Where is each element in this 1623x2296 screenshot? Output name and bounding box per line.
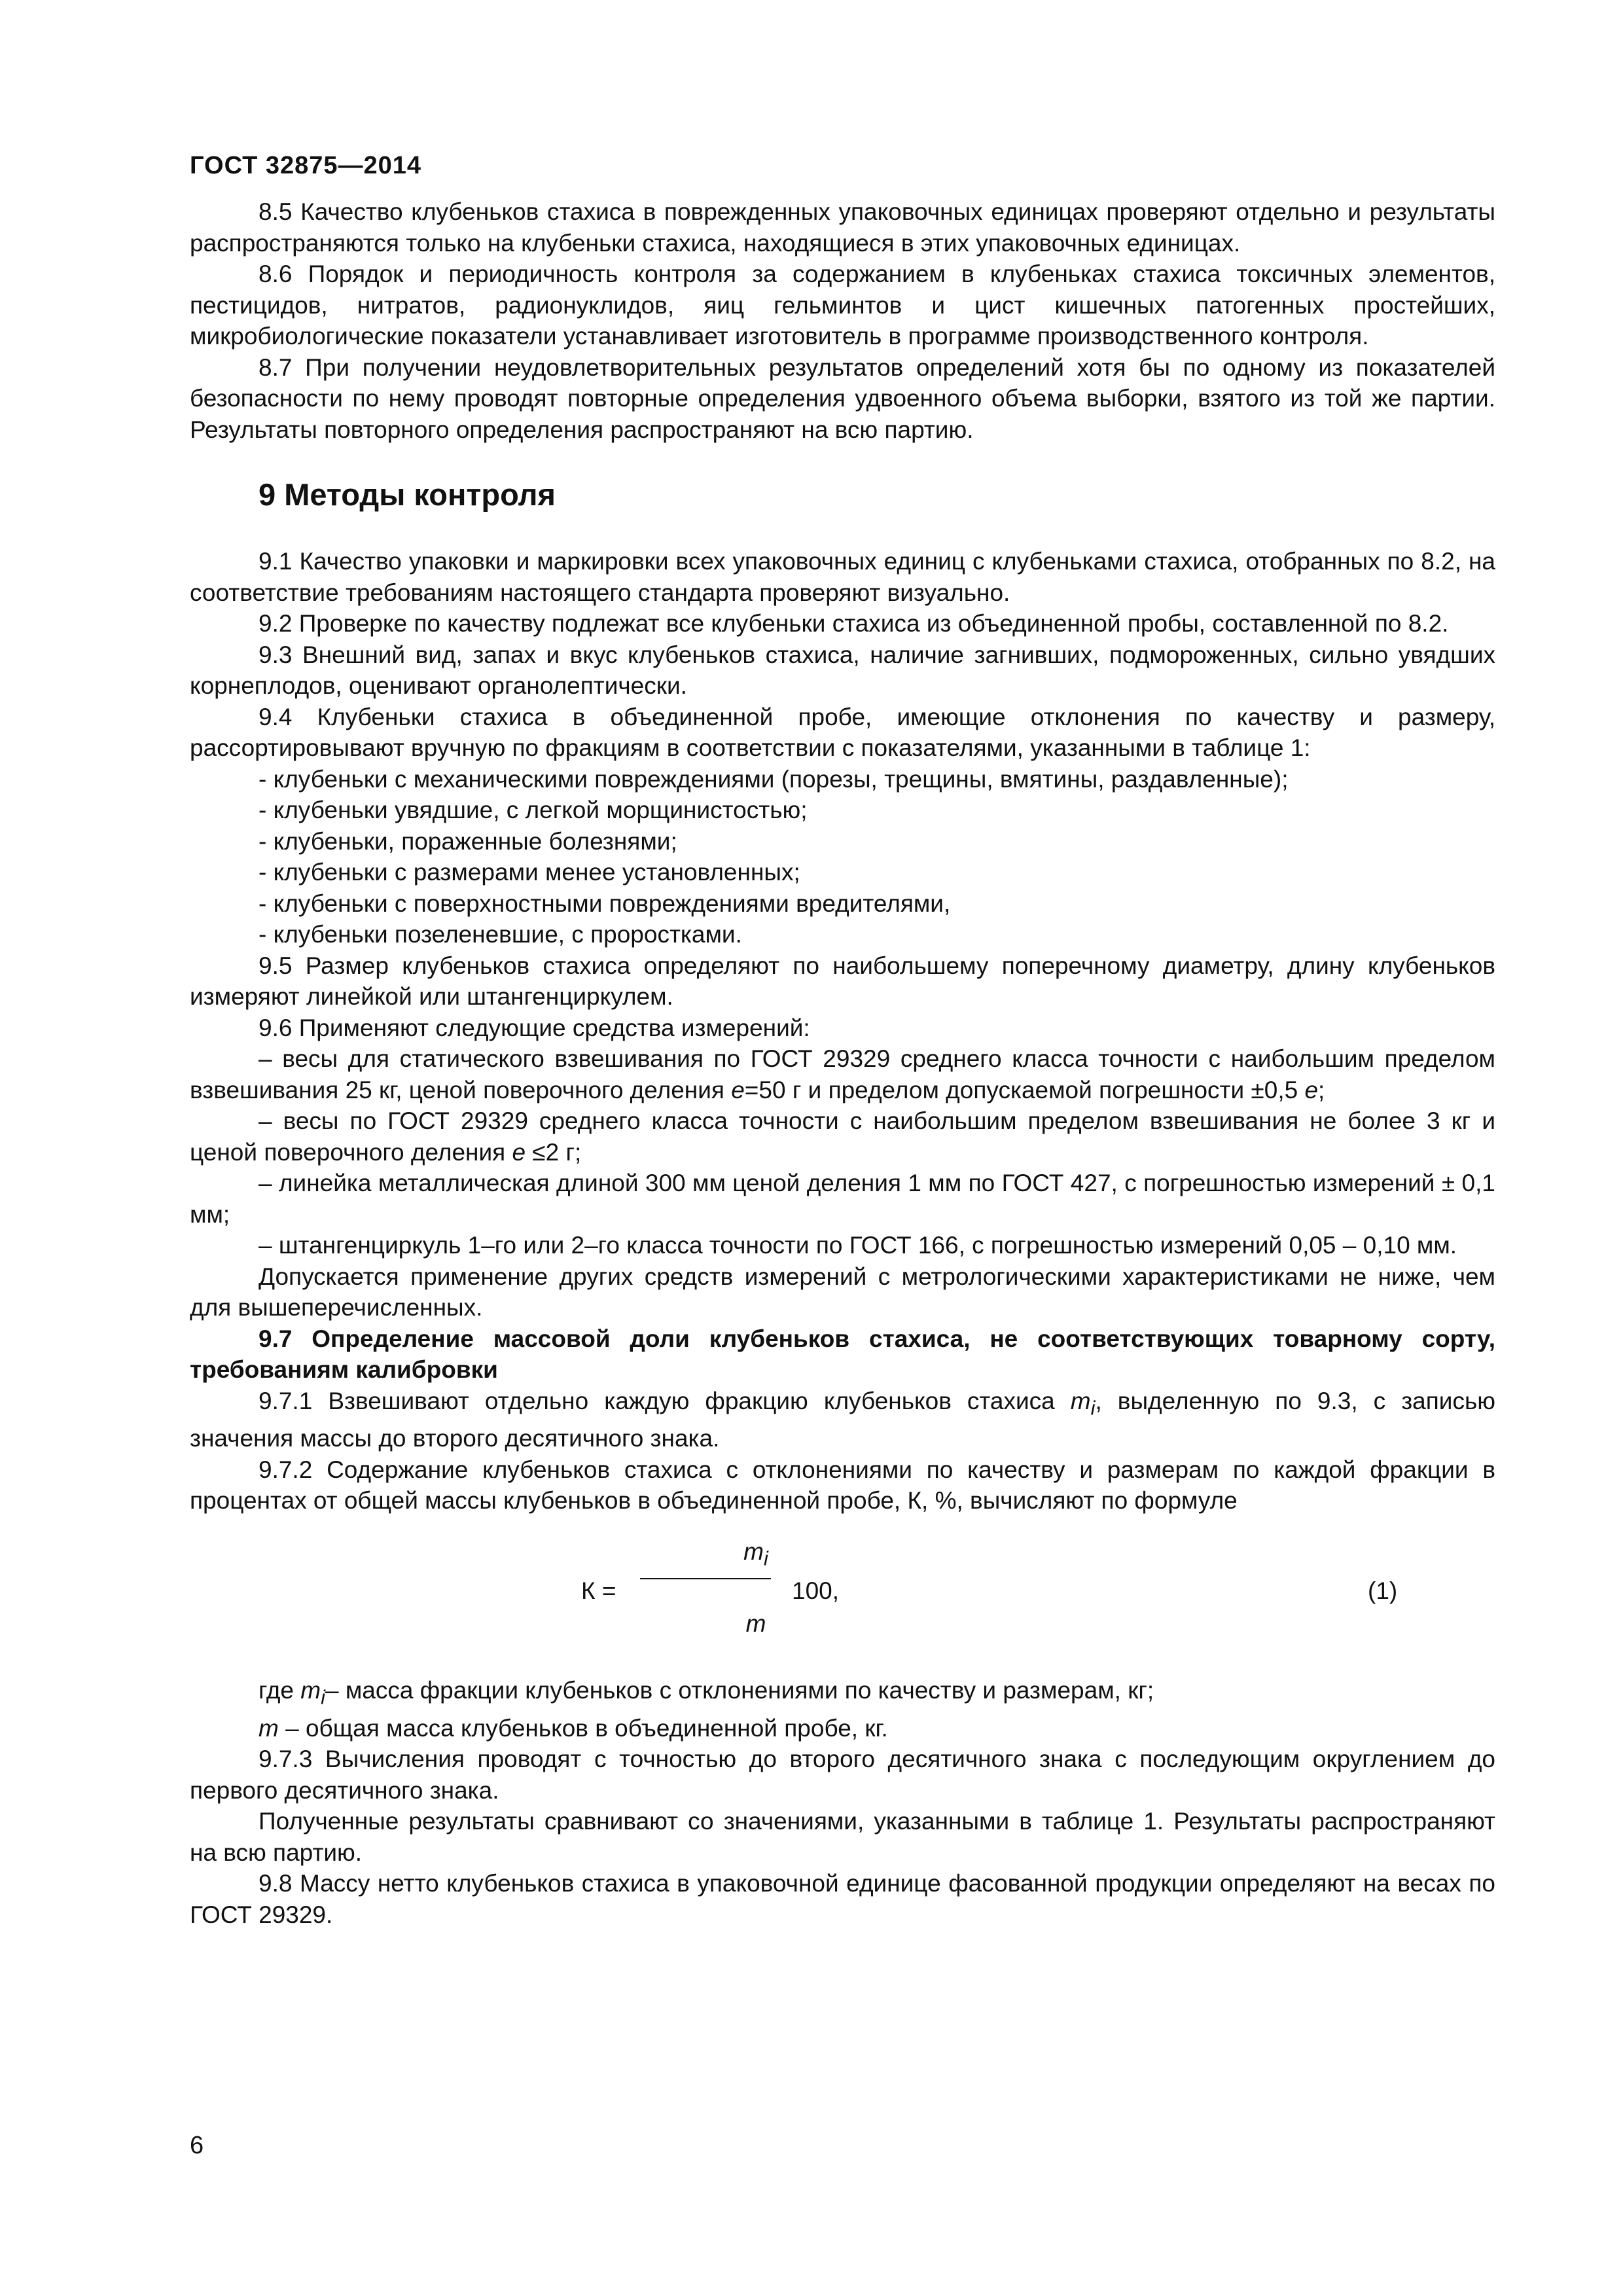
measure-item-scales-25kg: – весы для статического взвешивания по ГОСТ 29329 среднего класса точности с наибольшим пределом взвешивания 25 кг, ценой поверочного деления е=50 г и пределом допускаемой погрешности ±0,5 е; bbox=[190, 1045, 1495, 1103]
list-item: - клубеньки увядшие, с легкой морщинистостью; bbox=[259, 797, 808, 823]
page-content bbox=[190, 196, 1495, 1930]
formula-number: (1) bbox=[1368, 1577, 1398, 1604]
para-8-6: 8.6 Порядок и периодичность контроля за содержанием в клубеньках стахиса токсичных элементов, пестицидов, нитратов, радионуклидов, яиц гельминтов и цист кишечных патогенных простейших, микробиологические показатели устанавливает изготовитель в программе производственного контроля. bbox=[190, 260, 1495, 350]
para-allowance: Допускается применение других средств измерений с метрологическими характеристиками не ниже, чем для вышеперечисленных. bbox=[190, 1263, 1495, 1321]
para-9-5: 9.5 Размер клубеньков стахиса определяют по наибольшему поперечному диаметру, длину клубеньков измеряют линейкой или штангенциркулем. bbox=[190, 952, 1495, 1010]
para-9-7-2: 9.7.2 Содержание клубеньков стахиса с отклонениями по качеству и размерам по каждой фракции в процентах от общей массы клубеньков в объединенной пробе, К, %, вычисляют по формуле bbox=[190, 1456, 1495, 1515]
formula-numerator: $m_i$ bbox=[743, 1537, 768, 1570]
para-9-8: 9.8 Массу нетто клубеньков стахиса в упаковочной единице фасованной продукции определяют на весах по ГОСТ 29329. bbox=[190, 1870, 1495, 1928]
para-9-1: 9.1 Качество упаковки и маркировки всех упаковочных единиц с клубеньками стахиса, отобранных по 8.2, на соответствие требованиям настоящего стандарта проверяют визуально. bbox=[190, 548, 1495, 606]
measure-item-caliper: – штангенциркуль 1–го или 2–го класса точности по ГОСТ 166, с погрешностью измерений 0,05 – 0,10 мм. bbox=[259, 1232, 1457, 1259]
heading-9-7: 9.7 Определение массовой доли клубеньков стахиса, не соответствующих товарному сорту, требованиям калибровки bbox=[190, 1325, 1495, 1383]
section-9-title: 9 Методы контроля bbox=[259, 477, 556, 512]
para-9-3: 9.3 Внешний вид, запах и вкус клубеньков стахиса, наличие загнивших, подмороженных, сильно увядших корнеплодов, оценивают органолептически. bbox=[190, 641, 1495, 699]
where-line-1: где $m_i-$ масса фракции клубеньков с отклонениями по качеству и размерам, кг; bbox=[259, 1676, 1154, 1709]
list-item: - клубеньки позеленевшие, с проростками. bbox=[259, 921, 742, 948]
formula-denominator: m bbox=[745, 1609, 766, 1637]
para-8-7: 8.7 При получении неудовлетворительных результатов определений хотя бы по одному из показателей безопасности по нему проводят повторные определения удвоенного объема выборки, взятого из той же партии. Результаты повторного определения распространяют на всю партию. bbox=[190, 353, 1495, 443]
para-9-7-1: 9.7.1 Взвешивают отдельно каждую фракцию клубеньков стахиса $m_i$, выделенную по 9.3, с записью значения массы до второго десятичного знака. bbox=[190, 1387, 1495, 1452]
list-item: - клубеньки с поверхностными повреждениями вредителями, bbox=[259, 889, 951, 917]
list-item: - клубеньки, пораженные болезнями; bbox=[259, 827, 677, 855]
para-9-6: 9.6 Применяют следующие средства измерений: bbox=[259, 1014, 810, 1041]
list-item: - клубеньки с размерами менее установленных; bbox=[259, 859, 800, 886]
fraction-bar bbox=[640, 1578, 771, 1579]
para-9-2: 9.2 Проверке по качеству подлежат все клубеньки стахиса из объединенной пробы, составленной по 8.2. bbox=[259, 610, 1449, 637]
formula-lhs: К = bbox=[581, 1577, 616, 1604]
list-item: - клубеньки с механическими повреждениями (порезы, трещины, вмятины, раздавленные); bbox=[259, 765, 1289, 793]
where-line-2: m – общая масса клубеньков в объединенной пробе, кг. bbox=[259, 1714, 888, 1742]
para-9-4: 9.4 Клубеньки стахиса в объединенной пробе, имеющие отклонения по качеству и размеру, рассортировывают вручную по фракциям в соответствии с показателями, указанными в таблице 1: bbox=[190, 703, 1495, 761]
formula-1 bbox=[190, 1536, 1495, 1653]
measure-item-ruler: – линейка металлическая длиной 300 мм ценой деления 1 мм по ГОСТ 427, с погрешностью измерений ± 0,1 мм; bbox=[190, 1170, 1495, 1228]
page-number: 6 bbox=[190, 2132, 204, 2159]
para-9-7-3: 9.7.3 Вычисления проводят с точностью до второго десятичного знака с последующим округлением до первого десятичного знака. bbox=[190, 1746, 1495, 1804]
para-8-5: 8.5 Качество клубеньков стахиса в поврежденных упаковочных единицах проверяют отдельно и результаты распространяются только на клубеньки стахиса, находящиеся в этих упаковочных единицах. bbox=[190, 198, 1495, 257]
measure-item-scales-3kg: – весы по ГОСТ 29329 среднего класса точности с наибольшим пределом взвешивания не более 3 кг и ценой поверочного деления е ≤2 г; bbox=[190, 1107, 1495, 1166]
formula-multiplier: 100, bbox=[792, 1577, 840, 1604]
standard-header: ГОСТ 32875—2014 bbox=[190, 152, 422, 179]
para-results: Полученные результаты сравнивают со значениями, указанными в таблице 1. Результаты распространяют на всю партию. bbox=[190, 1808, 1495, 1866]
